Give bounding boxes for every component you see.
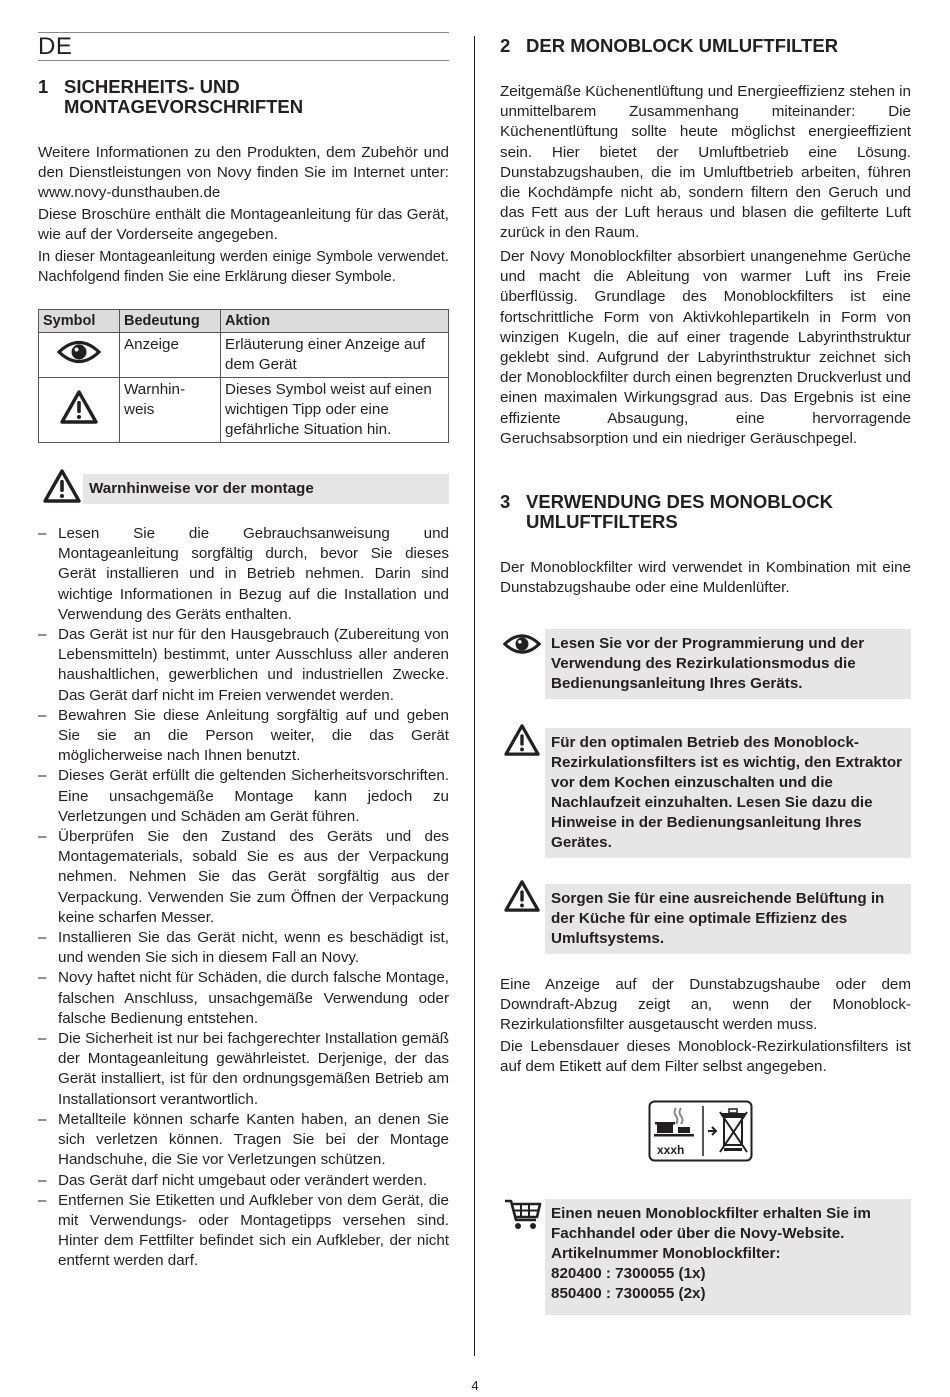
symbol-cell [39,333,120,378]
meaning-text-line-2: weis [124,401,155,418]
section-2-number: 2 [500,35,511,56]
order-article-number-2: 850400 : 7300055 (2x) [551,1285,706,1302]
column-header-meaning: Bedeutung [120,310,221,333]
list-item: – Installieren Sie das Gerät nicht, wenn es beschädigt ist, und wenden Sie sich in diesem Fall an Novy. [38,928,449,968]
order-info-box [545,1199,911,1315]
meaning-cell: Anzeige [120,333,221,378]
symbol-table-header [39,310,449,333]
table-row [39,333,449,378]
column-header-symbol: Symbol [39,310,120,333]
note-eye: Lesen Sie vor der Programmierung und der Verwendung des Rezirkulationsmodus die Bedienungsanleitung Ihres Geräts. [545,629,911,699]
order-info-text: Einen neuen Monoblockfilter erhalten Sie im Fachhandel oder über die Novy-Website. [551,1205,871,1242]
list-item: – Lesen Sie die Gebrauchsanweisung und Montageanleitung sorgfältig durch, bevor Sie dieses Gerät installieren und in Betrieb nehmen. Darin sind wichtige Informationen in Bezug auf die Installation und Verwendung des Geräts enthalten. [38,524,449,625]
list-item: – Das Gerät ist nur für den Hausgebrauch (Zubereitung von Lebensmitteln) bestimmt, unter Ausschluss aller anderen haushaltlichen, gewerblichen und industriellen Zwecke. Das Gerät darf nicht im Freien verwendet werden. [38,625,449,706]
page-number: 4 [471,1378,479,1393]
warnings-heading: Warnhinweise vor der montage [83,474,449,504]
language-rule-top [38,32,449,33]
eye-icon [57,339,101,365]
section-1-brochure-note: Diese Broschüre enthält die Montageanleitung für das Gerät, wie auf der Vorderseite angegeben. [38,206,449,244]
section-3-paragraph-2: Eine Anzeige auf der Dunstabzugshaube oder dem Downdraft-Abzug zeigt an, wenn der Monoblock-Rezirkulationsfilter ausgetauscht werden muss. [500,976,911,1034]
symbol-table [38,309,449,443]
note-warning-1: Für den optimalen Betrieb des Monoblock-Rezirkulationsfilters ist es wichtig, den Extraktor vor dem Kochen einzuschalten und die Nachlaufzeit einzuhalten. Lesen Sie dazu die Hinweise in der Bedienungsanleitung Ihres Gerätes. [545,728,911,858]
warning-triangle-icon [503,879,541,913]
list-item: – Metallteile können scharfe Kanten haben, an denen Sie sich verletzen können. Tragen Sie bei der Montage Handschuhe, die Sie vor Verletzungen schützen. [38,1110,449,1171]
section-1-intro: Weitere Informationen zu den Produkten, dem Zubehör und den Dienstleistungen von Novy finden Sie im Internet unter: www.novy-dunsthauben.de [38,144,449,202]
section-1-heading [38,77,449,117]
list-item: – Dieses Gerät erfüllt die geltenden Sicherheitsvorschriften. Eine unsachgemäße Montage kann jedoch zu Verletzungen und Schäden am Gerät führen. [38,766,449,827]
section-2-heading [500,36,911,56]
section-2-paragraph-2: Der Novy Monoblockfilter absorbiert unangenehme Gerüche und macht die Ableitung von warmer Luft ins Freie überflüssig. Grundlage des Monoblockfilters ist eine fortschrittliche Form von Aktivkohlepartikeln in Form von winzigen Kugeln, die auf einer tragende Labyrinthstruktur geklebt sind. Aufgrund der Labyrinthstruktur zeichnet sich der Monoblockfilter durch einen begrenzten Druckverlust und einen maximalen Wirkungsgrad aus. Das Ergebnis ist eine effiziente Absaugung, eine hervorragende Geruchsabsorption und ein niedriger Geräuschpegel. [500,248,911,447]
section-2-paragraph-1: Zeitgemäße Küchenentlüftung und Energieeffizienz stehen in unmittelbarem Zusammenhang miteinander: Die Küchenentlüftung sollte heute möglichst energieeffizient sein. Hier bietet der Umluftbetrieb eine Lösung. Dunstabzugshauben, die im Umluftbetrieb arbeiten, führen die Kochdämpfe nicht ab, sondern filtern den Geruch und das Fett aus der Luft heraus und blasen die gefilterte Luft zurück in den Raum. [500,83,911,242]
shopping-cart-icon [503,1197,543,1231]
column-header-action: Aktion [221,310,449,333]
section-1-number: 1 [38,76,49,97]
section-3-number: 3 [500,491,511,512]
section-3-paragraph-3: Die Lebensdauer dieses Monoblock-Rezirkulationsfilters ist auf dem Etikett auf dem Filter selbst angegeben. [500,1038,911,1076]
warning-triangle-icon [503,723,541,757]
language-rule-bottom [38,60,449,61]
meaning-cell [120,378,221,443]
section-3-title: VERWENDUNG DES MONOBLOCK UMLUFTFILTERS [526,491,833,532]
section-3-heading [500,492,911,532]
list-item: – Das Gerät darf nicht umgebaut oder verändert werden. [38,1171,449,1191]
symbol-cell [39,378,120,443]
filter-lifetime-label-icon [648,1100,753,1162]
section-1-symbols-note: In dieser Montageanleitung werden einige Symbole verwendet. Nachfolgend finden Sie eine Erklärung dieser Symbole. [38,249,449,286]
order-article-number-1: 820400 : 7300055 (1x) [551,1265,706,1282]
language-code: DE [38,33,73,60]
meaning-text-line-1: Warnhin- [124,381,186,398]
note-warning-2: Sorgen Sie für eine ausreichende Belüftung in der Küche für eine optimale Effizienz des Umluftsystems. [545,884,911,954]
list-item: – Überprüfen Sie den Zustand des Geräts und des Montagematerials, sobald Sie es aus der Verpackung nehmen. Nehmen Sie das Gerät sorgfältig aus der Verpackung. Verwenden Sie zum Öffnen der Verpackung keine scharfen Messer. [38,827,449,928]
list-item: – Entfernen Sie Etiketten und Aufkleber von dem Gerät, die mit Verwendungs- oder Montagetipps versehen sind. Hinter dem Fettfilter befindet sich ein Aufkleber, der nicht entfernt werden darf. [38,1191,449,1272]
list-item: – Die Sicherheit ist nur bei fachgerechter Installation gemäß der Montageanleitung gewährleistet. Derjenige, der das Gerät installiert, ist für den ordnungsgemäßen Betrieb am Installationsort verantwortlich. [38,1029,449,1110]
warning-triangle-icon [42,468,82,504]
list-item: – Bewahren Sie diese Anleitung sorgfältig auf und geben Sie sie an die Person weiter, die das Gerät möglicherweise nach Ihnen benutzt. [38,706,449,767]
filter-hours-label: xxxh [657,1143,685,1157]
section-3-paragraph-1: Der Monoblockfilter wird verwendet in Kombination mit eine Dunstabzugshaube oder eine Muldenlüfter. [500,559,911,597]
order-article-number-label: Artikelnummer Monoblockfilter: [551,1245,781,1262]
eye-icon [503,632,541,656]
warnings-list [38,524,449,1272]
warning-triangle-icon [59,389,99,425]
crossed-bin-icon [720,1109,747,1152]
section-1-title: SICHERHEITS- UND MONTAGEVORSCHRIFTEN [64,76,304,117]
action-cell: Dieses Symbol weist auf einen wichtigen Tipp oder eine gefährliche Situation hin. [221,378,449,443]
list-item: – Novy haftet nicht für Schäden, die durch falsche Montage, falschen Anschluss, unsachgemäße Verwendung oder falsche Bedienung entstehen. [38,968,449,1029]
section-2-title: DER MONOBLOCK UMLUFTFILTER [526,35,839,56]
action-cell: Erläuterung einer Anzeige auf dem Gerät [221,333,449,378]
column-divider [474,36,475,1356]
table-row [39,378,449,443]
